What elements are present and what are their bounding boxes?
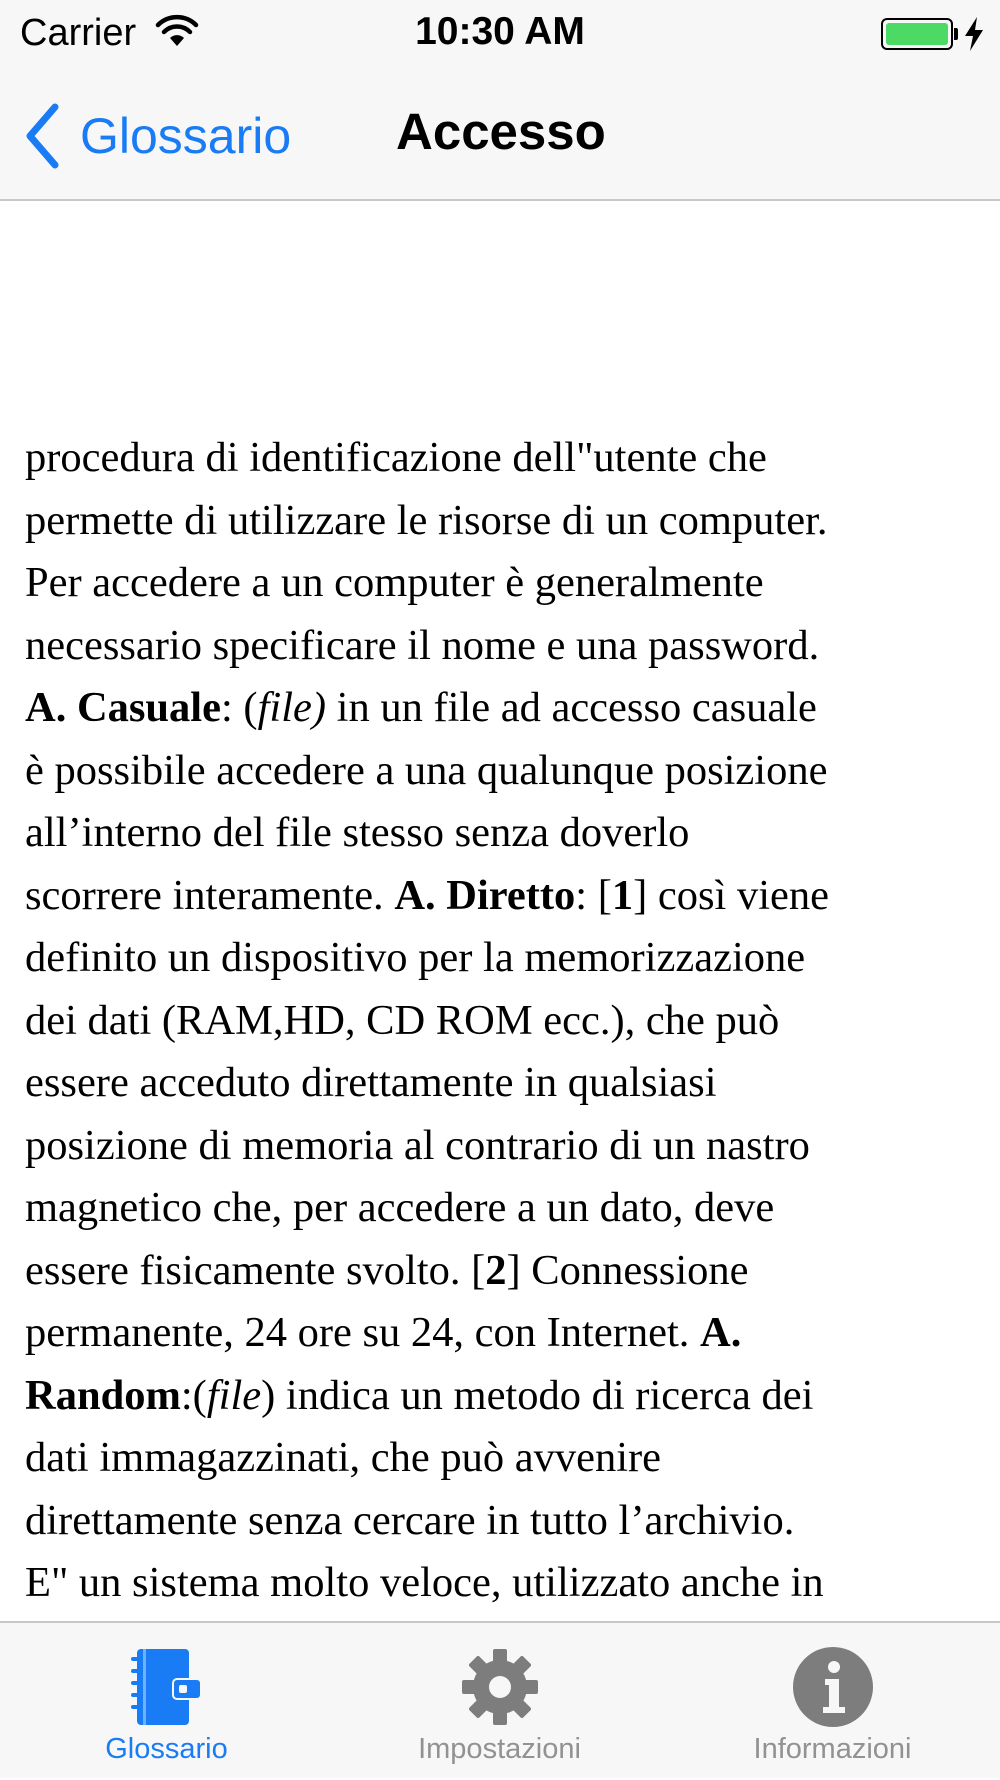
article-line [25,990,985,1053]
back-button-label: Glossario [80,108,292,164]
status-bar [0,0,1000,70]
text-run: E" un sistema molto veloce, utilizzato anche in [25,1559,824,1606]
tab-glossario[interactable] [0,1623,333,1780]
term-bold: A. [700,1309,742,1356]
tab-bar [0,1621,1000,1778]
article-line [25,427,985,490]
text-run: procedura di identificazione dell"utente che [25,434,767,481]
text-run: essere fisicamente svolto. [ [25,1246,486,1294]
battery-icon [881,18,953,50]
article-line [25,1177,985,1240]
gear-icon [458,1645,542,1729]
term-bold: 1 [611,871,634,919]
article-line [25,802,985,865]
article-line [25,490,985,553]
chevron-left-icon [22,102,62,170]
article-line [25,615,985,678]
article-text [25,427,985,1615]
navigation-bar [0,70,1000,201]
article-line [25,1490,985,1553]
article-line [25,552,985,615]
tab-label: Glossario [105,1733,228,1765]
article-line [25,865,985,928]
article-line [25,1365,985,1428]
article-line [25,740,985,803]
tab-impostazioni[interactable] [333,1623,666,1780]
article-line [25,927,985,990]
tab-label: Impostazioni [418,1733,581,1765]
term-italic: file) [257,684,327,731]
text-run: in un file ad accesso casuale [326,684,817,731]
carrier-label: Carrier [20,12,137,54]
text-run: dati immagazzinati, che può avvenire [25,1434,662,1481]
term-bold: A. Casuale [25,684,221,731]
text-run: : [ [575,871,612,919]
article-line [25,677,985,740]
article-line [25,1052,985,1115]
back-button[interactable] [22,98,291,174]
text-run: ) indica un metodo di ricerca dei [261,1371,814,1419]
tab-informazioni[interactable] [666,1623,999,1780]
text-run: essere acceduto direttamente in qualsiasi [25,1059,717,1106]
text-run: : ( [220,684,258,731]
battery-tip [954,28,958,40]
text-run: scorrere interamente. [25,871,395,919]
text-run: :( [180,1371,207,1419]
text-run: definito un dispositivo per la memorizzazione [25,934,806,981]
term-bold: A. Diretto [394,871,576,919]
text-run: è possibile accedere a una qualunque posizione [25,746,828,794]
text-run: Per accedere a un computer è generalmente [25,559,764,606]
article-line [25,1302,985,1365]
glossary-book-icon [125,1645,209,1729]
article-line [25,1115,985,1178]
text-run: dei dati (RAM,HD, CD ROM ecc.), che può [25,996,780,1044]
text-run: permanente, 24 ore su 24, con Internet. [25,1309,701,1356]
text-run: ] Connessione [506,1246,749,1294]
tab-label: Informazioni [753,1733,912,1765]
content-area[interactable] [0,201,1000,1621]
page-title: Accesso [396,103,606,160]
text-run: necessario specificare il nome e una password. [25,621,820,669]
text-run: magnetico che, per accedere a un dato, deve [25,1184,775,1231]
term-bold: 2 [485,1246,507,1294]
info-icon [791,1645,875,1729]
status-time: 10:30 AM [415,10,585,53]
article-line [25,1240,985,1303]
text-run: posizione di memoria al contrario di un nastro [25,1121,810,1169]
article-line [25,1427,985,1490]
text-run: ] così viene [633,871,830,919]
text-run: all’interno del file stesso senza doverlo [25,809,690,856]
text-run: direttamente senza cercare in tutto l’archivio. [25,1496,795,1544]
charging-bolt-icon [962,16,986,52]
article-line [25,1552,985,1615]
text-run: permette di utilizzare le risorse di un computer. [25,496,828,544]
term-bold: Random [25,1371,181,1419]
term-italic: file [206,1371,262,1419]
